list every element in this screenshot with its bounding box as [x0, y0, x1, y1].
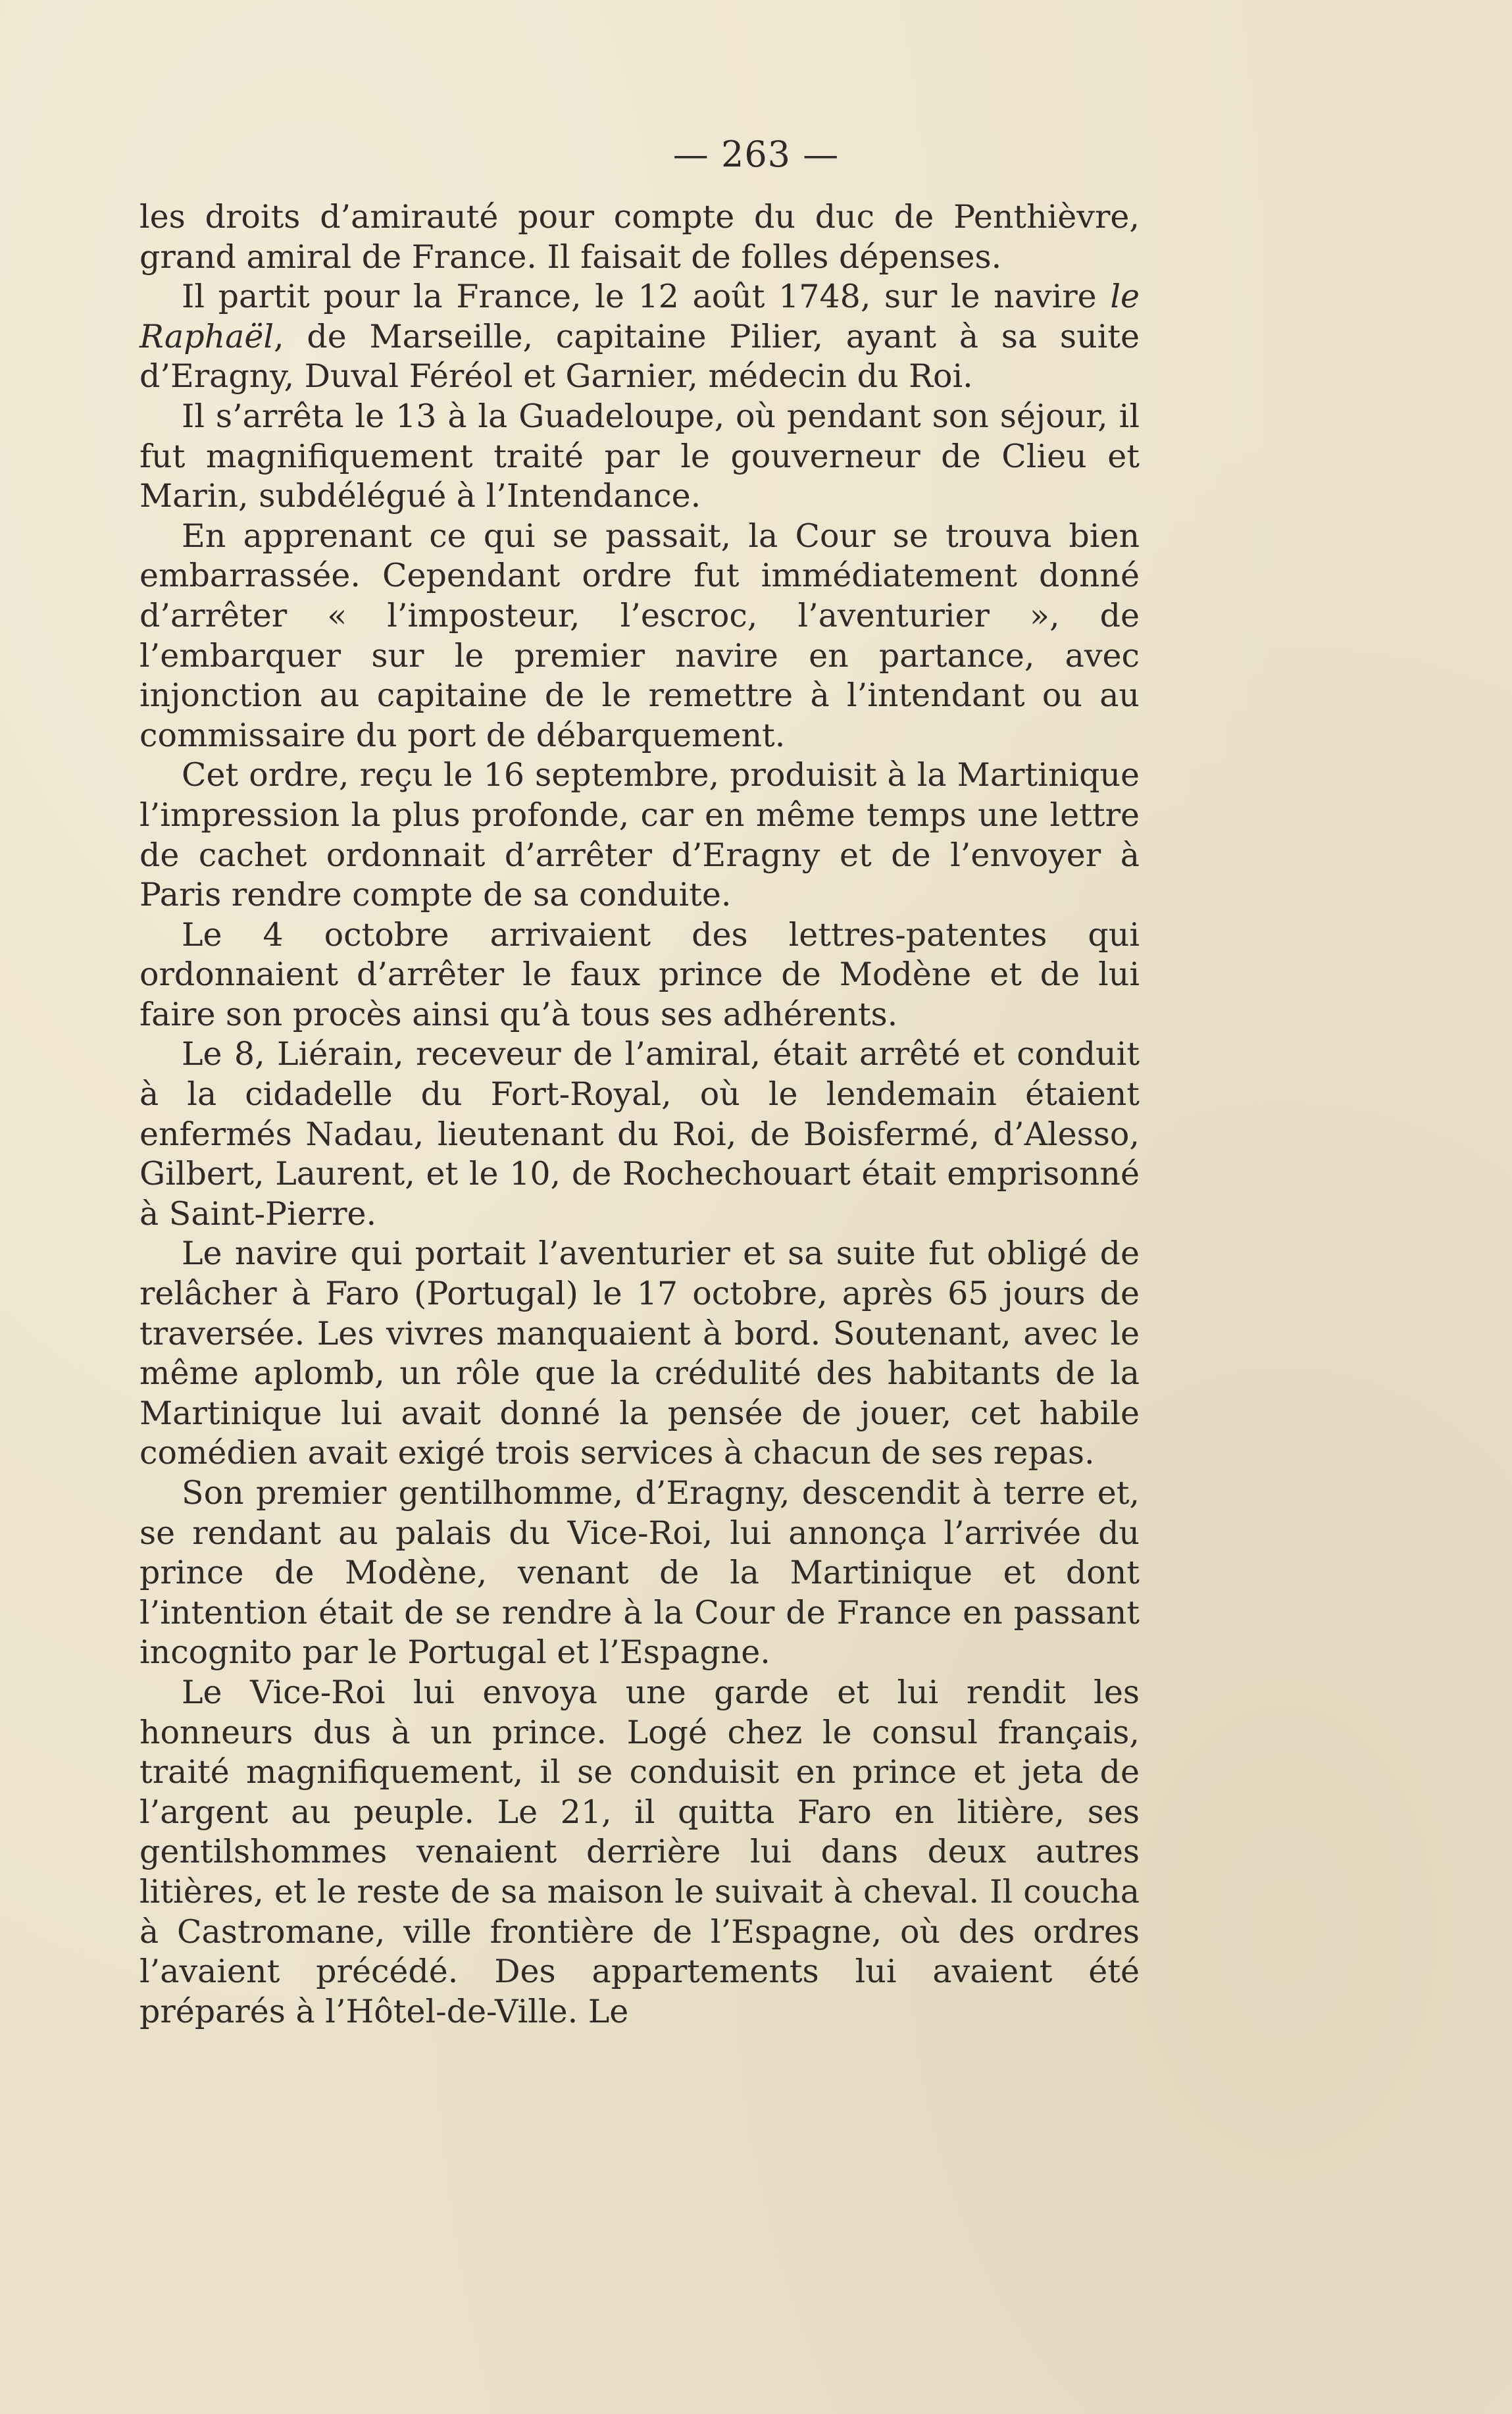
- paragraph-2-before: Il partit pour la France, le 12 août 1748, sur le navire: [182, 278, 1111, 316]
- paragraph-2-after: , de Marseille, capitaine Pilier, ayant à sa suite d’Eragny, Duval Féréol et Garnier, médecin du Roi.: [139, 317, 1140, 396]
- body-text: [139, 197, 1140, 2032]
- paragraph-3: Il s’arrêta le 13 à la Guadeloupe, où pendant son séjour, il fut magnifiquement traité par le gouverneur de Clieu et Marin, subdélégué à l’Intendance.: [139, 397, 1140, 515]
- paragraph-9: Son premier gentilhomme, d’Eragny, descendit à terre et, se rendant au palais du Vice-Roi, lui annonça l’arrivée du prince de Modène, venant de la Martinique et dont l’intention était de se rendre à la Cour de France en passant incognito par le Portugal et l’Espagne.: [139, 1474, 1140, 1672]
- ship-name: le Raphaël: [139, 278, 1140, 355]
- paragraph-6: Le 4 octobre arrivaient des lettres-patentes qui ordonnaient d’arrêter le faux prince de Modène et de lui faire son procès ainsi qu’à tous ses adhérents.: [139, 915, 1140, 1033]
- paragraph-4: En apprenant ce qui se passait, la Cour se trouva bien embarrassée. Cependant ordre fut immédiatement donné d’arrêter « l’imposteur, l’escroc, l’aventurier », de l’embarquer sur le premier navire en partance, avec injonction au capitaine de le remettre à l’intendant ou au commissaire du port de débarquement.: [139, 517, 1140, 754]
- page-number: — 263 —: [672, 134, 840, 175]
- paragraph-1: les droits d’amirauté pour compte du duc de Penthièvre, grand amiral de France. Il faisait de folles dépenses.: [139, 198, 1140, 276]
- paragraph-5: Cet ordre, reçu le 16 septembre, produisit à la Martinique l’impression la plus profonde, car en même temps une lettre de cachet ordonnait d’arrêter d’Eragny et de l’envoyer à Paris rendre compte de sa conduite.: [139, 756, 1140, 914]
- paragraph-2: [139, 277, 1140, 397]
- paragraph-7: Le 8, Liérain, receveur de l’amiral, était arrêté et conduit à la cidadelle du Fort-Royal, où le lendemain étaient enfermés Nadau, lieutenant du Roi, de Boisfermé, d’Alesso, Gilbert, Laurent, et le 10, de Rochechouart était emprisonné à Saint-Pierre.: [139, 1035, 1140, 1233]
- paragraph-8: Le navire qui portait l’aventurier et sa suite fut obligé de relâcher à Faro (Portugal) le 17 octobre, après 65 jours de traversée. Les vivres manquaient à bord. Soutenant, avec le même aplomb, un rôle que la crédulité des habitants de la Martinique lui avait donné la pensée de jouer, cet habile comédien avait exigé trois services à chacun de ses repas.: [139, 1235, 1140, 1472]
- paragraph-10: Le Vice-Roi lui envoya une garde et lui rendit les honneurs dus à un prince. Logé chez le consul français, traité magnifiquement, il se conduisit en prince et jeta de l’argent au peuple. Le 21, il quitta Faro en litière, ses gentilshommes venaient derrière lui dans deux autres litières, et le reste de sa maison le suivait à cheval. Il coucha à Castromane, ville frontière de l’Espagne, où des ordres l’avaient précédé. Des appartements lui avaient été préparés à l’Hôtel-de-Ville. Le: [139, 1673, 1140, 2030]
